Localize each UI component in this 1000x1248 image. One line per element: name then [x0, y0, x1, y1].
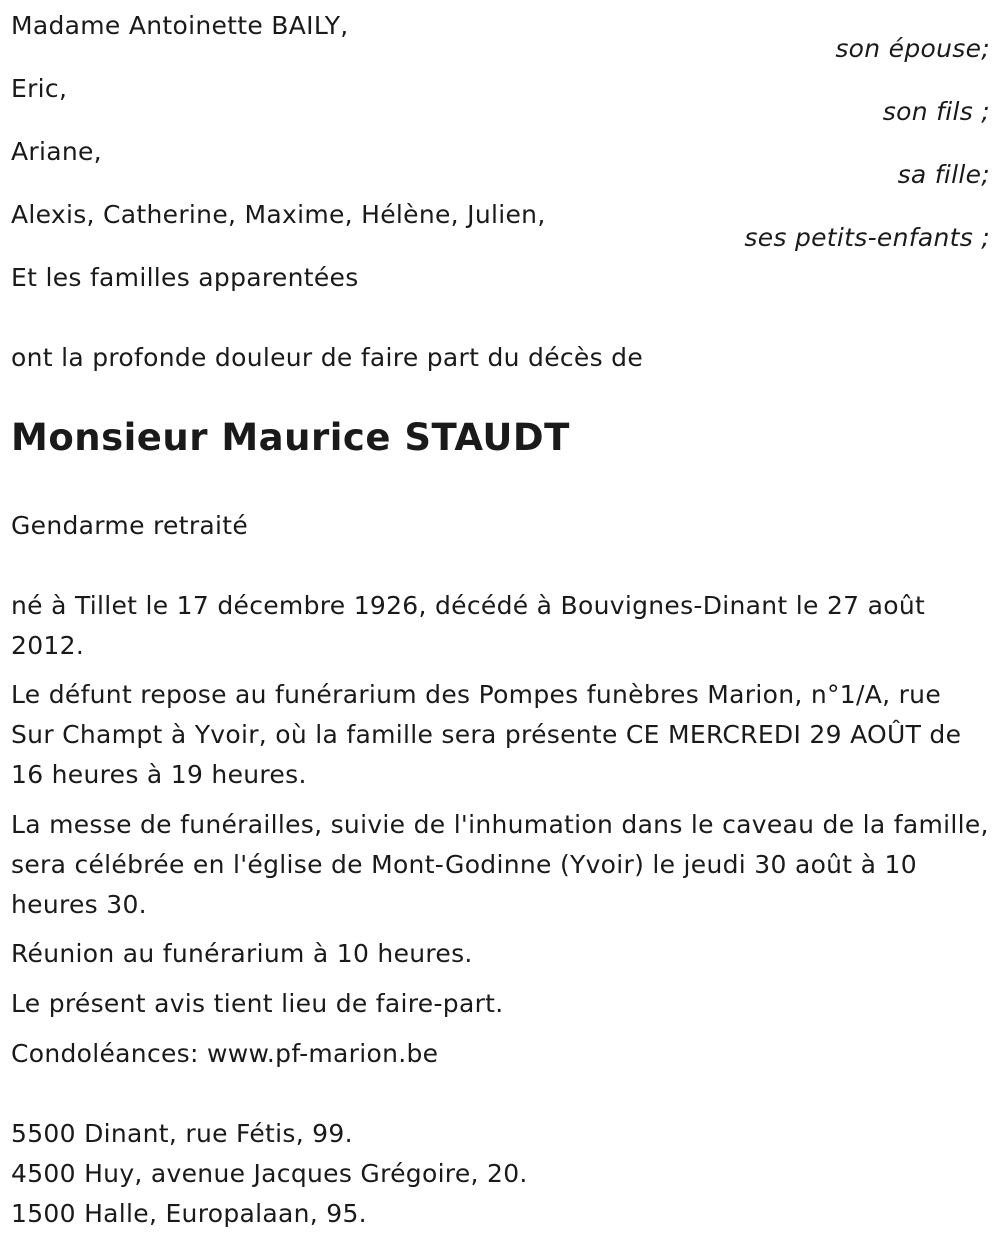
address-halle: 1500 Halle, Europalaan, 95.	[11, 1199, 367, 1228]
relation-grandchildren: ses petits-enfants ;	[744, 223, 990, 252]
family-related: Et les familles apparentées	[11, 263, 359, 292]
family-member-son: Eric,	[11, 74, 68, 103]
relation-daughter: sa fille;	[897, 160, 990, 189]
deceased-name: Monsieur Maurice STAUDT	[11, 416, 570, 459]
relation-spouse: son épouse;	[835, 34, 990, 63]
funeral-paragraph: La messe de funérailles, suivie de l'inhumation dans le caveau de la famille, sera célébrée en l'église de Mont-Godinne (Yvoir) le jeudi 30 août à 10 heures 30.	[11, 810, 989, 919]
birth-death-paragraph: né à Tillet le 17 décembre 1926, décédé à Bouvignes-Dinant le 27 août 2012.	[11, 591, 926, 660]
family-member-spouse: Madame Antoinette BAILY,	[11, 11, 349, 40]
address-huy: 4500 Huy, avenue Jacques Grégoire, 20.	[11, 1159, 528, 1188]
meeting-paragraph: Réunion au funérarium à 10 heures.	[11, 939, 473, 968]
condolences-paragraph: Condoléances: www.pf-marion.be	[11, 1039, 439, 1068]
address-dinant: 5500 Dinant, rue Fétis, 99.	[11, 1119, 353, 1148]
family-member-grandchildren: Alexis, Catherine, Maxime, Hélène, Julien,	[11, 200, 546, 229]
visitation-paragraph: Le défunt repose au funérarium des Pompes funèbres Marion, n°1/A, rue Sur Champt à Yvoir, où la famille sera présente CE MERCREDI 29 AOÛT de 16 heures à 19 heures.	[11, 680, 962, 789]
relation-son: son fils ;	[882, 97, 990, 126]
family-member-daughter: Ariane,	[11, 137, 102, 166]
notice-paragraph: Le présent avis tient lieu de faire-part.	[11, 989, 504, 1018]
occupation: Gendarme retraité	[11, 511, 249, 540]
announcement-text: ont la profonde douleur de faire part du décès de	[11, 343, 644, 372]
